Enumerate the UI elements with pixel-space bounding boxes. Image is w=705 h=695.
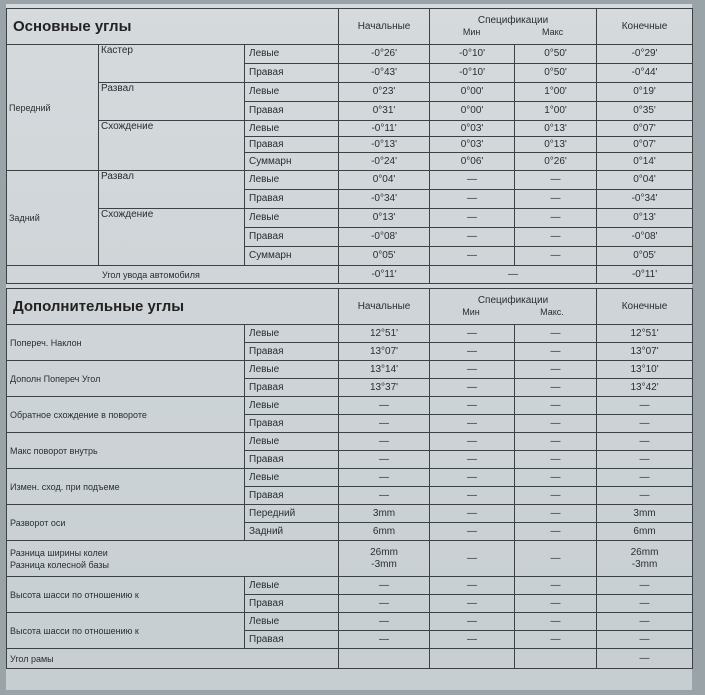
- min-value: —: [430, 577, 515, 595]
- min-value: —: [430, 541, 515, 577]
- side-label: Левые: [245, 209, 339, 228]
- final-value: 0°35': [597, 102, 693, 121]
- min-value: —: [430, 361, 515, 379]
- side-label: Левые: [245, 83, 339, 102]
- max-value: —: [515, 613, 597, 631]
- caster-label: Кастер: [99, 45, 245, 83]
- final-value: -0°44': [597, 64, 693, 83]
- max-value: —: [515, 247, 597, 266]
- initial-value: —: [339, 595, 430, 613]
- table-row: [7, 469, 693, 487]
- front-axle-label: Передний: [7, 45, 99, 171]
- min-value: 0°06': [430, 153, 515, 171]
- side-label: Левые: [245, 45, 339, 64]
- side-label: Правая: [245, 631, 339, 649]
- table-row: [7, 541, 693, 577]
- side-label: Правая: [245, 487, 339, 505]
- initial-value: —: [339, 487, 430, 505]
- max-value: —: [515, 397, 597, 415]
- max-value: —: [515, 577, 597, 595]
- table-row: [7, 361, 693, 379]
- additional-angles-table: [6, 288, 693, 669]
- initial-value: —: [339, 433, 430, 451]
- extra-header-spec-title: Спецификации: [477, 295, 549, 306]
- thrust-angle-label: Угол увода автомобиля: [99, 266, 339, 284]
- final-value: 0°05': [597, 247, 693, 266]
- max-value: —: [515, 379, 597, 397]
- min-value: —: [430, 631, 515, 649]
- initial-value: —: [339, 613, 430, 631]
- max-value: —: [515, 541, 597, 577]
- final-value: —: [597, 415, 693, 433]
- wheelbase-diff-label: Разница колесной базы: [10, 559, 109, 570]
- extra-header-final: Конечные: [597, 289, 693, 325]
- side-label: Левые: [245, 361, 339, 379]
- rear-camber-label: Развал: [99, 171, 245, 209]
- main-header-spec-title: Спецификации: [477, 15, 549, 26]
- initial-value: -0°26': [339, 45, 430, 64]
- final-value: 0°07': [597, 121, 693, 137]
- min-value: —: [430, 343, 515, 361]
- final-value: [597, 541, 693, 577]
- table-row: [7, 397, 693, 415]
- final-value: —: [597, 577, 693, 595]
- final-value: 0°07': [597, 137, 693, 153]
- min-value: 0°00': [430, 83, 515, 102]
- max-value: 1°00': [515, 102, 597, 121]
- max-value: —: [515, 171, 597, 190]
- min-value: —: [430, 433, 515, 451]
- min-value: —: [430, 397, 515, 415]
- rear-axle-label: Задний: [7, 171, 99, 266]
- kpi-label: Попереч. Наклон: [7, 325, 245, 361]
- extra-header-max: Макс.: [540, 307, 564, 317]
- initial-value: —: [339, 451, 430, 469]
- max-value: —: [515, 343, 597, 361]
- table-row: [7, 45, 693, 64]
- max-value: —: [515, 523, 597, 541]
- front-camber-label: Развал: [99, 83, 245, 121]
- rear-toe-label: Схождение: [99, 209, 245, 266]
- main-header-min: Мин: [462, 27, 481, 37]
- max-value: —: [515, 631, 597, 649]
- final-value: 12°51': [597, 325, 693, 343]
- max-value: —: [515, 228, 597, 247]
- max-value: —: [515, 361, 597, 379]
- side-label: Левые: [245, 469, 339, 487]
- side-label: Правая: [245, 137, 339, 153]
- side-label: Правая: [245, 379, 339, 397]
- table-row: [7, 649, 693, 669]
- side-label: Суммарн: [245, 153, 339, 171]
- final-value: -0°29': [597, 45, 693, 64]
- side-label: Суммарн: [245, 247, 339, 266]
- side-label: Правая: [245, 595, 339, 613]
- side-label: Левые: [245, 577, 339, 595]
- max-value: 0°50': [515, 45, 597, 64]
- final-value: —: [597, 451, 693, 469]
- max-value: 0°13': [515, 121, 597, 137]
- max-value: —: [515, 505, 597, 523]
- initial-value: —: [339, 469, 430, 487]
- initial-value: 3mm: [339, 505, 430, 523]
- frame-angle-label: Угол рамы: [7, 649, 339, 669]
- side-label: Правая: [245, 102, 339, 121]
- max-value: 0°50': [515, 64, 597, 83]
- table-row: [7, 505, 693, 523]
- initial-value: 12°51': [339, 325, 430, 343]
- min-value: 0°00': [430, 102, 515, 121]
- side-label: Левые: [245, 397, 339, 415]
- side-label: Левые: [245, 171, 339, 190]
- min-value: —: [430, 415, 515, 433]
- initial-value: —: [339, 577, 430, 595]
- min-value: —: [430, 171, 515, 190]
- max-value: —: [515, 595, 597, 613]
- included-angle-label: Дополн Попереч Угол: [7, 361, 245, 397]
- initial-value: 0°05': [339, 247, 430, 266]
- initial-value: [339, 541, 430, 577]
- initial-value: 6mm: [339, 523, 430, 541]
- min-value: —: [430, 190, 515, 209]
- initial-value: 0°04': [339, 171, 430, 190]
- extra-section-title: Дополнительные углы: [7, 289, 339, 325]
- ride-height-label: Высота шасси по отношению к: [7, 577, 245, 613]
- final-value: 0°14': [597, 153, 693, 171]
- track-diff-initial: 26mm: [370, 546, 398, 558]
- final-value: -0°34': [597, 190, 693, 209]
- initial-value: [339, 649, 430, 669]
- main-header-initial: Начальные: [339, 9, 430, 45]
- min-value: —: [430, 595, 515, 613]
- table-row: [7, 209, 693, 228]
- final-value: 0°19': [597, 83, 693, 102]
- max-value: 1°00': [515, 83, 597, 102]
- side-label: Задний: [245, 523, 339, 541]
- table-row: [7, 266, 693, 284]
- final-value: 13°42': [597, 379, 693, 397]
- side-label: Правая: [245, 415, 339, 433]
- main-section-title: Основные углы: [7, 9, 339, 45]
- final-value: —: [597, 433, 693, 451]
- main-header-final: Конечные: [597, 9, 693, 45]
- toe-out-turns-label: Обратное схождение в повороте: [7, 397, 245, 433]
- min-value: —: [430, 505, 515, 523]
- side-label: Правая: [245, 451, 339, 469]
- min-value: —: [430, 469, 515, 487]
- max-value: —: [515, 190, 597, 209]
- min-value: -0°10': [430, 64, 515, 83]
- max-value: —: [515, 487, 597, 505]
- side-label: Левые: [245, 121, 339, 137]
- main-angles-table: [6, 8, 693, 284]
- final-value: 6mm: [597, 523, 693, 541]
- side-label: Правая: [245, 190, 339, 209]
- side-label: Передний: [245, 505, 339, 523]
- table-row: [7, 613, 693, 631]
- main-header-spec: [430, 9, 597, 45]
- side-label: Левые: [245, 613, 339, 631]
- min-value: —: [430, 487, 515, 505]
- min-value: —: [430, 379, 515, 397]
- extra-header-initial: Начальные: [339, 289, 430, 325]
- final-value: —: [597, 631, 693, 649]
- initial-value: -0°08': [339, 228, 430, 247]
- wheelbase-diff-initial: -3mm: [371, 558, 397, 570]
- initial-value: 0°31': [339, 102, 430, 121]
- final-value: 3mm: [597, 505, 693, 523]
- final-value: —: [597, 397, 693, 415]
- extra-header-row: [7, 289, 693, 325]
- side-label: Левые: [245, 433, 339, 451]
- extra-header-spec: [430, 289, 597, 325]
- min-value: —: [430, 613, 515, 631]
- axle-offset-label: Разворот оси: [7, 505, 245, 541]
- initial-value: 13°07': [339, 343, 430, 361]
- max-turn-label: Макс поворот внутрь: [7, 433, 245, 469]
- final-value: —: [597, 487, 693, 505]
- final-value: 0°04': [597, 171, 693, 190]
- initial-value: 0°13': [339, 209, 430, 228]
- front-toe-label: Схождение: [99, 121, 245, 171]
- side-label: Правая: [245, 228, 339, 247]
- min-value: —: [430, 451, 515, 469]
- max-value: [515, 649, 597, 669]
- min-value: —: [430, 325, 515, 343]
- final-value: —: [597, 649, 693, 669]
- toe-change-lift-label: Измен. сход. при подъеме: [7, 469, 245, 505]
- spec-value: —: [430, 266, 597, 284]
- table-row: [7, 577, 693, 595]
- main-header-max: Макс: [542, 27, 564, 37]
- extra-header-min: Мин: [462, 307, 480, 317]
- initial-value: 0°23': [339, 83, 430, 102]
- table-row: [7, 83, 693, 102]
- table-row: [7, 171, 693, 190]
- final-value: -0°08': [597, 228, 693, 247]
- max-value: —: [515, 209, 597, 228]
- alignment-report-sheet: [6, 4, 692, 690]
- main-header-row: [7, 9, 693, 45]
- max-value: —: [515, 433, 597, 451]
- initial-value: -0°11': [339, 266, 430, 284]
- table-row: [7, 433, 693, 451]
- max-value: —: [515, 415, 597, 433]
- max-value: —: [515, 469, 597, 487]
- initial-value: -0°13': [339, 137, 430, 153]
- final-value: —: [597, 613, 693, 631]
- track-diff-final: 26mm: [630, 546, 659, 558]
- final-value: —: [597, 595, 693, 613]
- min-value: —: [430, 228, 515, 247]
- side-label: Левые: [245, 325, 339, 343]
- max-value: —: [515, 325, 597, 343]
- table-row: [7, 121, 693, 137]
- final-value: 0°13': [597, 209, 693, 228]
- initial-value: -0°24': [339, 153, 430, 171]
- final-value: —: [597, 469, 693, 487]
- max-value: —: [515, 451, 597, 469]
- final-value: 13°10': [597, 361, 693, 379]
- side-label: Правая: [245, 343, 339, 361]
- min-value: —: [430, 523, 515, 541]
- side-label: Правая: [245, 64, 339, 83]
- track-width-diff-label: Разница ширины колеи: [10, 547, 108, 558]
- max-value: 0°26': [515, 153, 597, 171]
- initial-value: 13°37': [339, 379, 430, 397]
- track-wheelbase-labels: [7, 541, 339, 577]
- initial-value: —: [339, 631, 430, 649]
- min-value: —: [430, 209, 515, 228]
- final-value: -0°11': [597, 266, 693, 284]
- table-row: [7, 325, 693, 343]
- min-value: [430, 649, 515, 669]
- min-value: 0°03': [430, 137, 515, 153]
- min-value: 0°03': [430, 121, 515, 137]
- max-value: 0°13': [515, 137, 597, 153]
- initial-value: -0°43': [339, 64, 430, 83]
- initial-value: -0°11': [339, 121, 430, 137]
- initial-value: —: [339, 415, 430, 433]
- initial-value: 13°14': [339, 361, 430, 379]
- final-value: 13°07': [597, 343, 693, 361]
- min-value: —: [430, 247, 515, 266]
- initial-value: -0°34': [339, 190, 430, 209]
- initial-value: —: [339, 397, 430, 415]
- ride-height-label: Высота шасси по отношению к: [7, 613, 245, 649]
- min-value: -0°10': [430, 45, 515, 64]
- wheelbase-diff-final: -3mm: [631, 558, 658, 570]
